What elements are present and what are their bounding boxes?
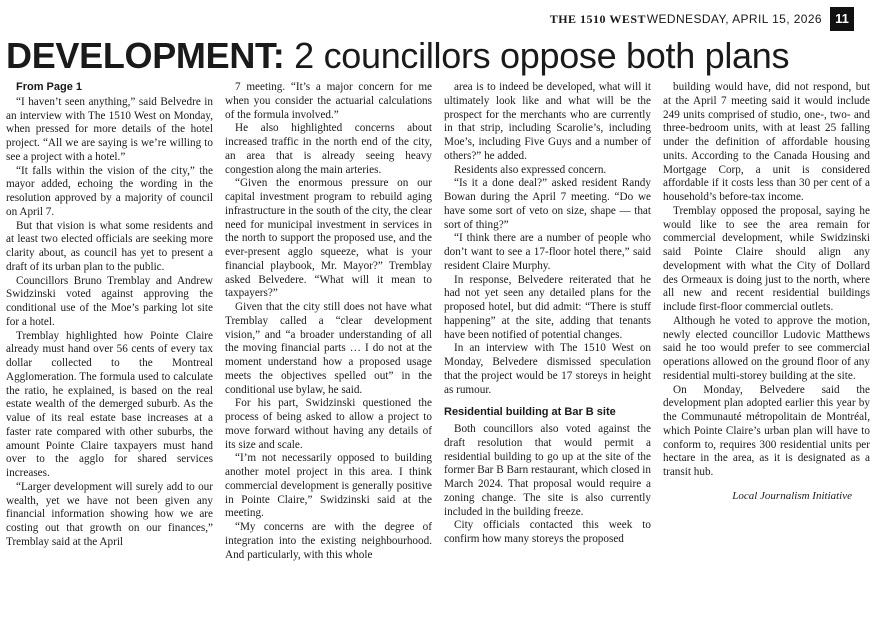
- page-header: [0, 6, 880, 32]
- article-paragraph: But that vision is what some residents and at least two elected officials are seeking more clarity about, as council has yet to present a draft of its urban plan to the public.: [6, 219, 213, 273]
- article-paragraph: Both councillors also voted against the draft resolution that would permit a residential building to go up at the site of the former Bar B Barn restaurant, which closed in March 2024. That proposal would require a zoning change. The site is also currently included in the building freeze.: [444, 423, 651, 518]
- article-column-3: [444, 81, 651, 613]
- col4-paragraphs: [663, 81, 870, 480]
- issue-date: WEDNESDAY, APRIL 15, 2026: [646, 12, 822, 26]
- jump-line: From Page 1: [16, 81, 83, 93]
- col3-paragraphs: [444, 81, 651, 397]
- article-paragraph: City officials contacted this week to confirm how many storeys the proposed: [444, 519, 651, 545]
- page-number: 11: [830, 7, 854, 31]
- article-column-4: [663, 81, 870, 613]
- article-paragraph: “Larger development will surely add to our wealth, yet we have not been given any financial information showing how we are costing out that growth on our finances,” Tremblay said at the April: [6, 480, 213, 548]
- col2-paragraphs: [225, 81, 432, 562]
- article-paragraph: “I haven’t seen anything,” said Belvedre in an interview with The 1510 West on Monday, when pressed for more details of the hotel project. “All we are saying is we’re willing to see a project with a hotel.”: [6, 95, 213, 163]
- article-paragraph: On Monday, Belvedere said the development plan adopted earlier this year by the Communauté métropolitain de Montréal, which Pointe Claire’s urban plan will have to conform to, requires 300 residential units per hectare in the area, as it is designated as a transit hub.: [663, 383, 870, 478]
- headline: [6, 36, 874, 76]
- headline-kicker: DEVELOPMENT:: [6, 35, 285, 76]
- article-paragraph: In response, Belvedere reiterated that he had not yet seen any detailed plans for the proposed hotel, but did admit: “There is stuff happening” at the site, adding that tenants have been notified of potential changes.: [444, 273, 651, 341]
- article-paragraph: “Given the enormous pressure on our capital investment program to rebuild aging infrastructure in the south of the city, the clear need for municipal investment in services in the north to support the proposed use, and the ever-present agglo squeeze, what is your financial playbook, Mr. Mayor?” Tremblay asked Belvedere. “What will it mean to taxpayers?”: [225, 177, 432, 300]
- article-paragraph: building would have, did not respond, but at the April 7 meeting said it would include 249 units comprised of studio, one-, two- and three-bedroom units, with at least 25 falling under the definition of affordable housing units. According to the Canada Housing and Mortgage Corp, a unit is considered affordable if it costs less than 30 per cent of a household’s before-tax income.: [663, 81, 870, 203]
- article-paragraph: area is to indeed be developed, what will it ultimately look like and what will be the prospect for the merchants who are currently in that strip, including Scarolie’s, including Moe’s, including Five Guys and a number of others?” he added.: [444, 81, 651, 162]
- article-paragraph: “My concerns are with the degree of integration into the existing neighbourhood. And particularly, with this whole: [225, 521, 432, 561]
- article-paragraph: He also highlighted concerns about increased traffic in the north end of the city, an area that is already seeing heavy congestion along the main arteries.: [225, 122, 432, 176]
- article-paragraph: In an interview with The 1510 West on Monday, Belvedere dismissed speculation that the project would be 17 storeys in height as rumour.: [444, 342, 651, 396]
- article-paragraph: “It falls within the vision of the city,” the mayor added, echoing the wording in the resolution approved by a majority of council on April 7.: [6, 164, 213, 218]
- headline-text: 2 councillors oppose both plans: [294, 35, 790, 76]
- article-paragraph: For his part, Swidzinski questioned the process of being asked to allow a project to move forward without having any details of its size and scale.: [225, 397, 432, 451]
- article-paragraph: Tremblay opposed the proposal, saying he would like to see the area remain for commercial development, while Swidzinski said Pointe Claire should align any development with what the City of Dollard des Ormeaux is doing just to the north, where all new and recent residential buildings include first-floor commercial outlets.: [663, 204, 870, 313]
- article-paragraph: “Is it a done deal?” asked resident Randy Bowan during the April 7 meeting. “Do we have some sort of veto on size, shape — that sort of thing?”: [444, 177, 651, 231]
- article-paragraph: Although he voted to approve the motion, newly elected councillor Ludovic Matthews said he too would prefer to see commercial operations allowed on the ground floor of any residential multi-storey building at the site.: [663, 314, 870, 382]
- col3-after-paragraphs: [444, 423, 651, 547]
- article-body: [6, 81, 872, 613]
- article-column-1: [6, 81, 213, 613]
- article-paragraph: Councillors Bruno Tremblay and Andrew Swidzinski voted against approving the conditional use of the Moe’s parking lot site for a hotel.: [6, 274, 213, 328]
- article-paragraph: “I think there are a number of people who don’t want to see a 17-floor hotel there,” said resident Claire Murphy.: [444, 232, 651, 272]
- article-paragraph: “I’m not necessarily opposed to building another motel project in this area. I think commercial development is generally positive in Pointe Claire,” Swidzinski said at the meeting.: [225, 452, 432, 520]
- article-paragraph: Residents also expressed concern.: [454, 163, 607, 176]
- article-paragraph: Given that the city still does not have what Tremblay called a “clear development vision,” and “a broader understanding of all the moving financial parts … I do not at the moment understand how a proposed usage meets the objectives spelled out” in the conditional use bylaw, he said.: [225, 301, 432, 396]
- newspaper-name: THE 1510 WEST: [549, 12, 646, 26]
- article-paragraph: Tremblay highlighted how Pointe Claire already must hand over 56 cents of every tax dollar collected to the Montreal Agglomeration. The formula used to calculate the ratio, he explained, is based on the real estate wealth of the demerged suburb. As the value of its real estate base increases at a faster rate compared with other suburbs, the amount Pointe Claire taxpayers must hand over to the agglo for shared services increases.: [6, 329, 213, 479]
- article-paragraph: 7 meeting. “It’s a major concern for me when you consider the actuarial calculations of the formula involved.”: [225, 81, 432, 121]
- byline-credit: Local Journalism Initiative: [732, 489, 852, 502]
- col1-paragraphs: [6, 96, 213, 550]
- section-subhead: Residential building at Bar B site: [444, 406, 616, 419]
- article-column-2: [225, 81, 432, 613]
